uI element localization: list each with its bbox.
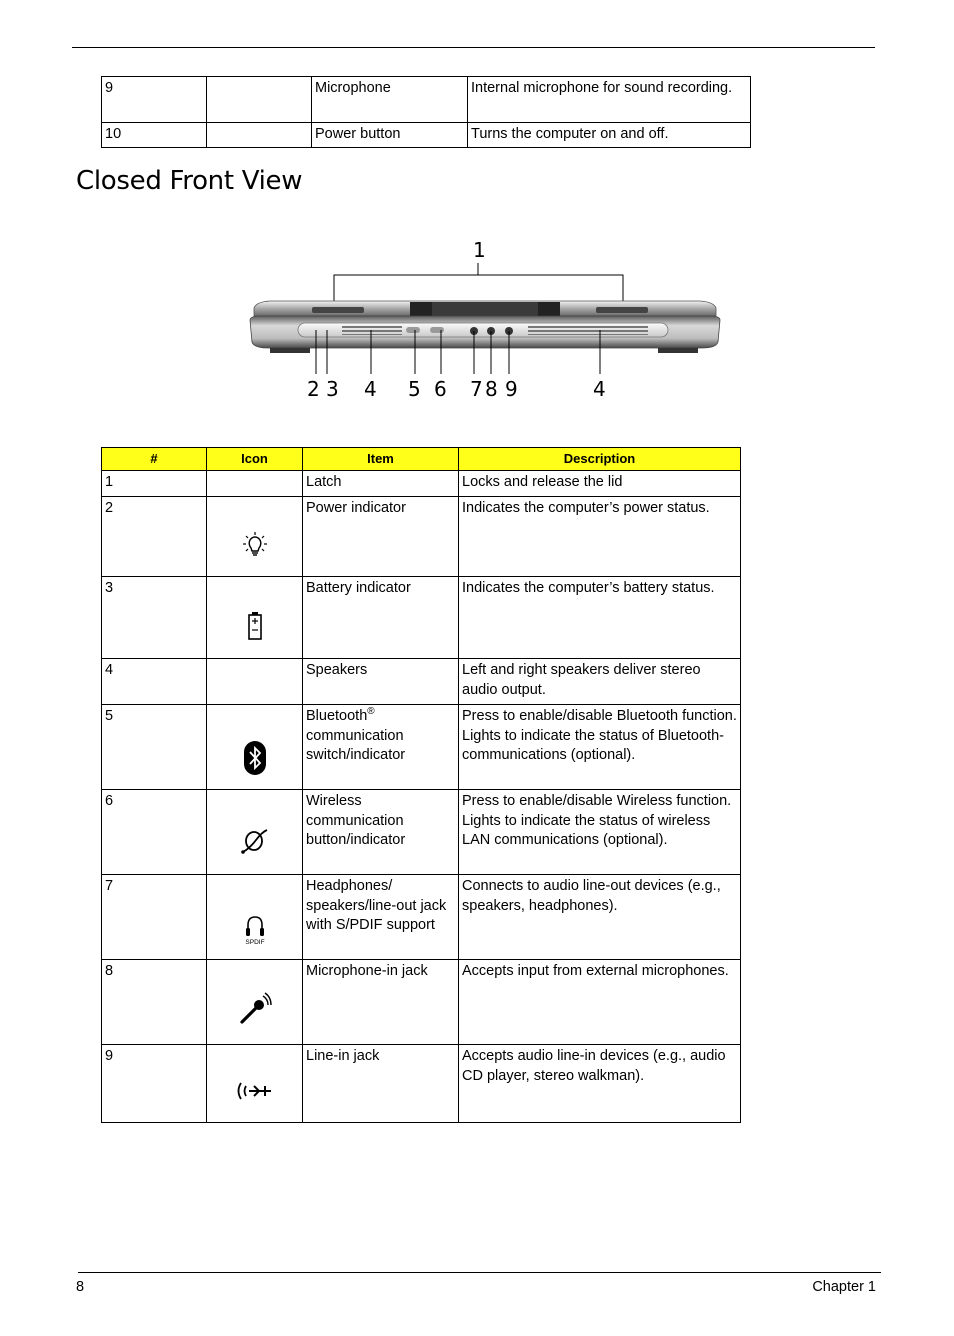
row-item: Line-in jack bbox=[303, 1045, 459, 1123]
row-num: 5 bbox=[102, 705, 207, 790]
row-item: Microphone-in jack bbox=[303, 960, 459, 1045]
bluetooth-label: Bluetooth bbox=[306, 708, 368, 724]
row-num: 2 bbox=[102, 497, 207, 577]
line-in-icon bbox=[235, 1079, 275, 1103]
header-item: Item bbox=[303, 448, 459, 471]
row-icon bbox=[207, 1045, 303, 1123]
row-description: Press to enable/disable Wireless function. Lights to indicate the status of wireless LAN communications (optional). bbox=[459, 790, 741, 875]
headphones-spdif-icon bbox=[241, 913, 269, 945]
lid-hinge bbox=[410, 302, 560, 316]
callout-label-2: 2 bbox=[307, 377, 320, 401]
row-description: Accepts input from external microphones. bbox=[459, 960, 741, 1045]
row-item bbox=[303, 705, 459, 790]
chapter-label: Chapter 1 bbox=[812, 1279, 876, 1295]
row-item: Battery indicator bbox=[303, 577, 459, 659]
row-description: Press to enable/disable Bluetooth function. Lights to indicate the status of Bluetooth-communications (optional). bbox=[459, 705, 741, 790]
bluetooth-switch bbox=[406, 327, 420, 333]
row-num: 9 bbox=[102, 1045, 207, 1123]
row-icon bbox=[207, 123, 312, 148]
wireless-icon bbox=[240, 828, 270, 854]
wireless-switch bbox=[430, 327, 444, 333]
table-row bbox=[102, 875, 741, 960]
row-num: 4 bbox=[102, 659, 207, 705]
row-description: Internal microphone for sound recording. bbox=[468, 77, 751, 123]
row-icon bbox=[207, 960, 303, 1045]
row-icon bbox=[207, 875, 303, 960]
callout-label-4b: 4 bbox=[593, 377, 606, 401]
table-row bbox=[102, 577, 741, 659]
section-title: Closed Front View bbox=[76, 166, 303, 196]
header-rule bbox=[72, 47, 875, 48]
row-description: Connects to audio line-out devices (e.g., speakers, headphones). bbox=[459, 875, 741, 960]
row-icon bbox=[207, 471, 303, 497]
battery-icon bbox=[247, 611, 263, 641]
header-icon: Icon bbox=[207, 448, 303, 471]
callout-label-3: 3 bbox=[326, 377, 339, 401]
registered-mark: ® bbox=[367, 706, 375, 718]
table-row bbox=[102, 659, 741, 705]
power-indicator-icon bbox=[243, 532, 267, 560]
table-row bbox=[102, 705, 741, 790]
row-description: Indicates the computer’s battery status. bbox=[459, 577, 741, 659]
row-item: Power button bbox=[312, 123, 468, 148]
row-icon bbox=[207, 659, 303, 705]
row-icon bbox=[207, 790, 303, 875]
row-item: Wireless communication button/indicator bbox=[303, 790, 459, 875]
row-description: Left and right speakers deliver stereo audio output. bbox=[459, 659, 741, 705]
row-num: 6 bbox=[102, 790, 207, 875]
table-row bbox=[102, 77, 751, 123]
row-num: 8 bbox=[102, 960, 207, 1045]
row-icon bbox=[207, 705, 303, 790]
callout-label-5: 5 bbox=[408, 377, 421, 401]
row-item: Headphones/ speakers/line-out jack with S/PDIF support bbox=[303, 875, 459, 960]
header-description: Description bbox=[459, 448, 741, 471]
callout-label-8: 8 bbox=[485, 377, 498, 401]
row-item: Latch bbox=[303, 471, 459, 497]
row-description: Accepts audio line-in devices (e.g., audio CD player, stereo walkman). bbox=[459, 1045, 741, 1123]
table-row bbox=[102, 123, 751, 148]
callout-label-7: 7 bbox=[470, 377, 483, 401]
row-num: 9 bbox=[102, 77, 207, 123]
latch-right bbox=[596, 307, 648, 313]
footer-rule bbox=[78, 1272, 881, 1273]
row-item: Microphone bbox=[312, 77, 468, 123]
bluetooth-label-rest: communication switch/indicator bbox=[306, 727, 406, 763]
row-description: Turns the computer on and off. bbox=[468, 123, 751, 148]
table-row bbox=[102, 790, 741, 875]
row-icon bbox=[207, 497, 303, 577]
front-view-table bbox=[101, 447, 741, 1123]
row-num: 1 bbox=[102, 471, 207, 497]
spdif-icon-text: SPDIF bbox=[244, 939, 265, 945]
table-row bbox=[102, 960, 741, 1045]
row-item: Power indicator bbox=[303, 497, 459, 577]
callout-label-6: 6 bbox=[434, 377, 447, 401]
row-num: 10 bbox=[102, 123, 207, 148]
row-num: 3 bbox=[102, 577, 207, 659]
table-row bbox=[102, 1045, 741, 1123]
latch-left bbox=[312, 307, 364, 313]
table-header-row bbox=[102, 448, 741, 471]
table-row bbox=[102, 497, 741, 577]
bluetooth-icon bbox=[243, 741, 267, 775]
top-table bbox=[101, 76, 751, 148]
closed-front-view-diagram bbox=[240, 230, 730, 410]
row-item: Speakers bbox=[303, 659, 459, 705]
row-icon bbox=[207, 577, 303, 659]
row-icon bbox=[207, 77, 312, 123]
row-num: 7 bbox=[102, 875, 207, 960]
callout-label-4: 4 bbox=[364, 377, 377, 401]
page-number: 8 bbox=[76, 1279, 85, 1295]
callout-label-1: 1 bbox=[473, 238, 486, 262]
row-description: Locks and release the lid bbox=[459, 471, 741, 497]
microphone-icon bbox=[238, 992, 272, 1026]
callout-label-9: 9 bbox=[505, 377, 518, 401]
header-num: # bbox=[102, 448, 207, 471]
table-row bbox=[102, 471, 741, 497]
row-description: Indicates the computer’s power status. bbox=[459, 497, 741, 577]
